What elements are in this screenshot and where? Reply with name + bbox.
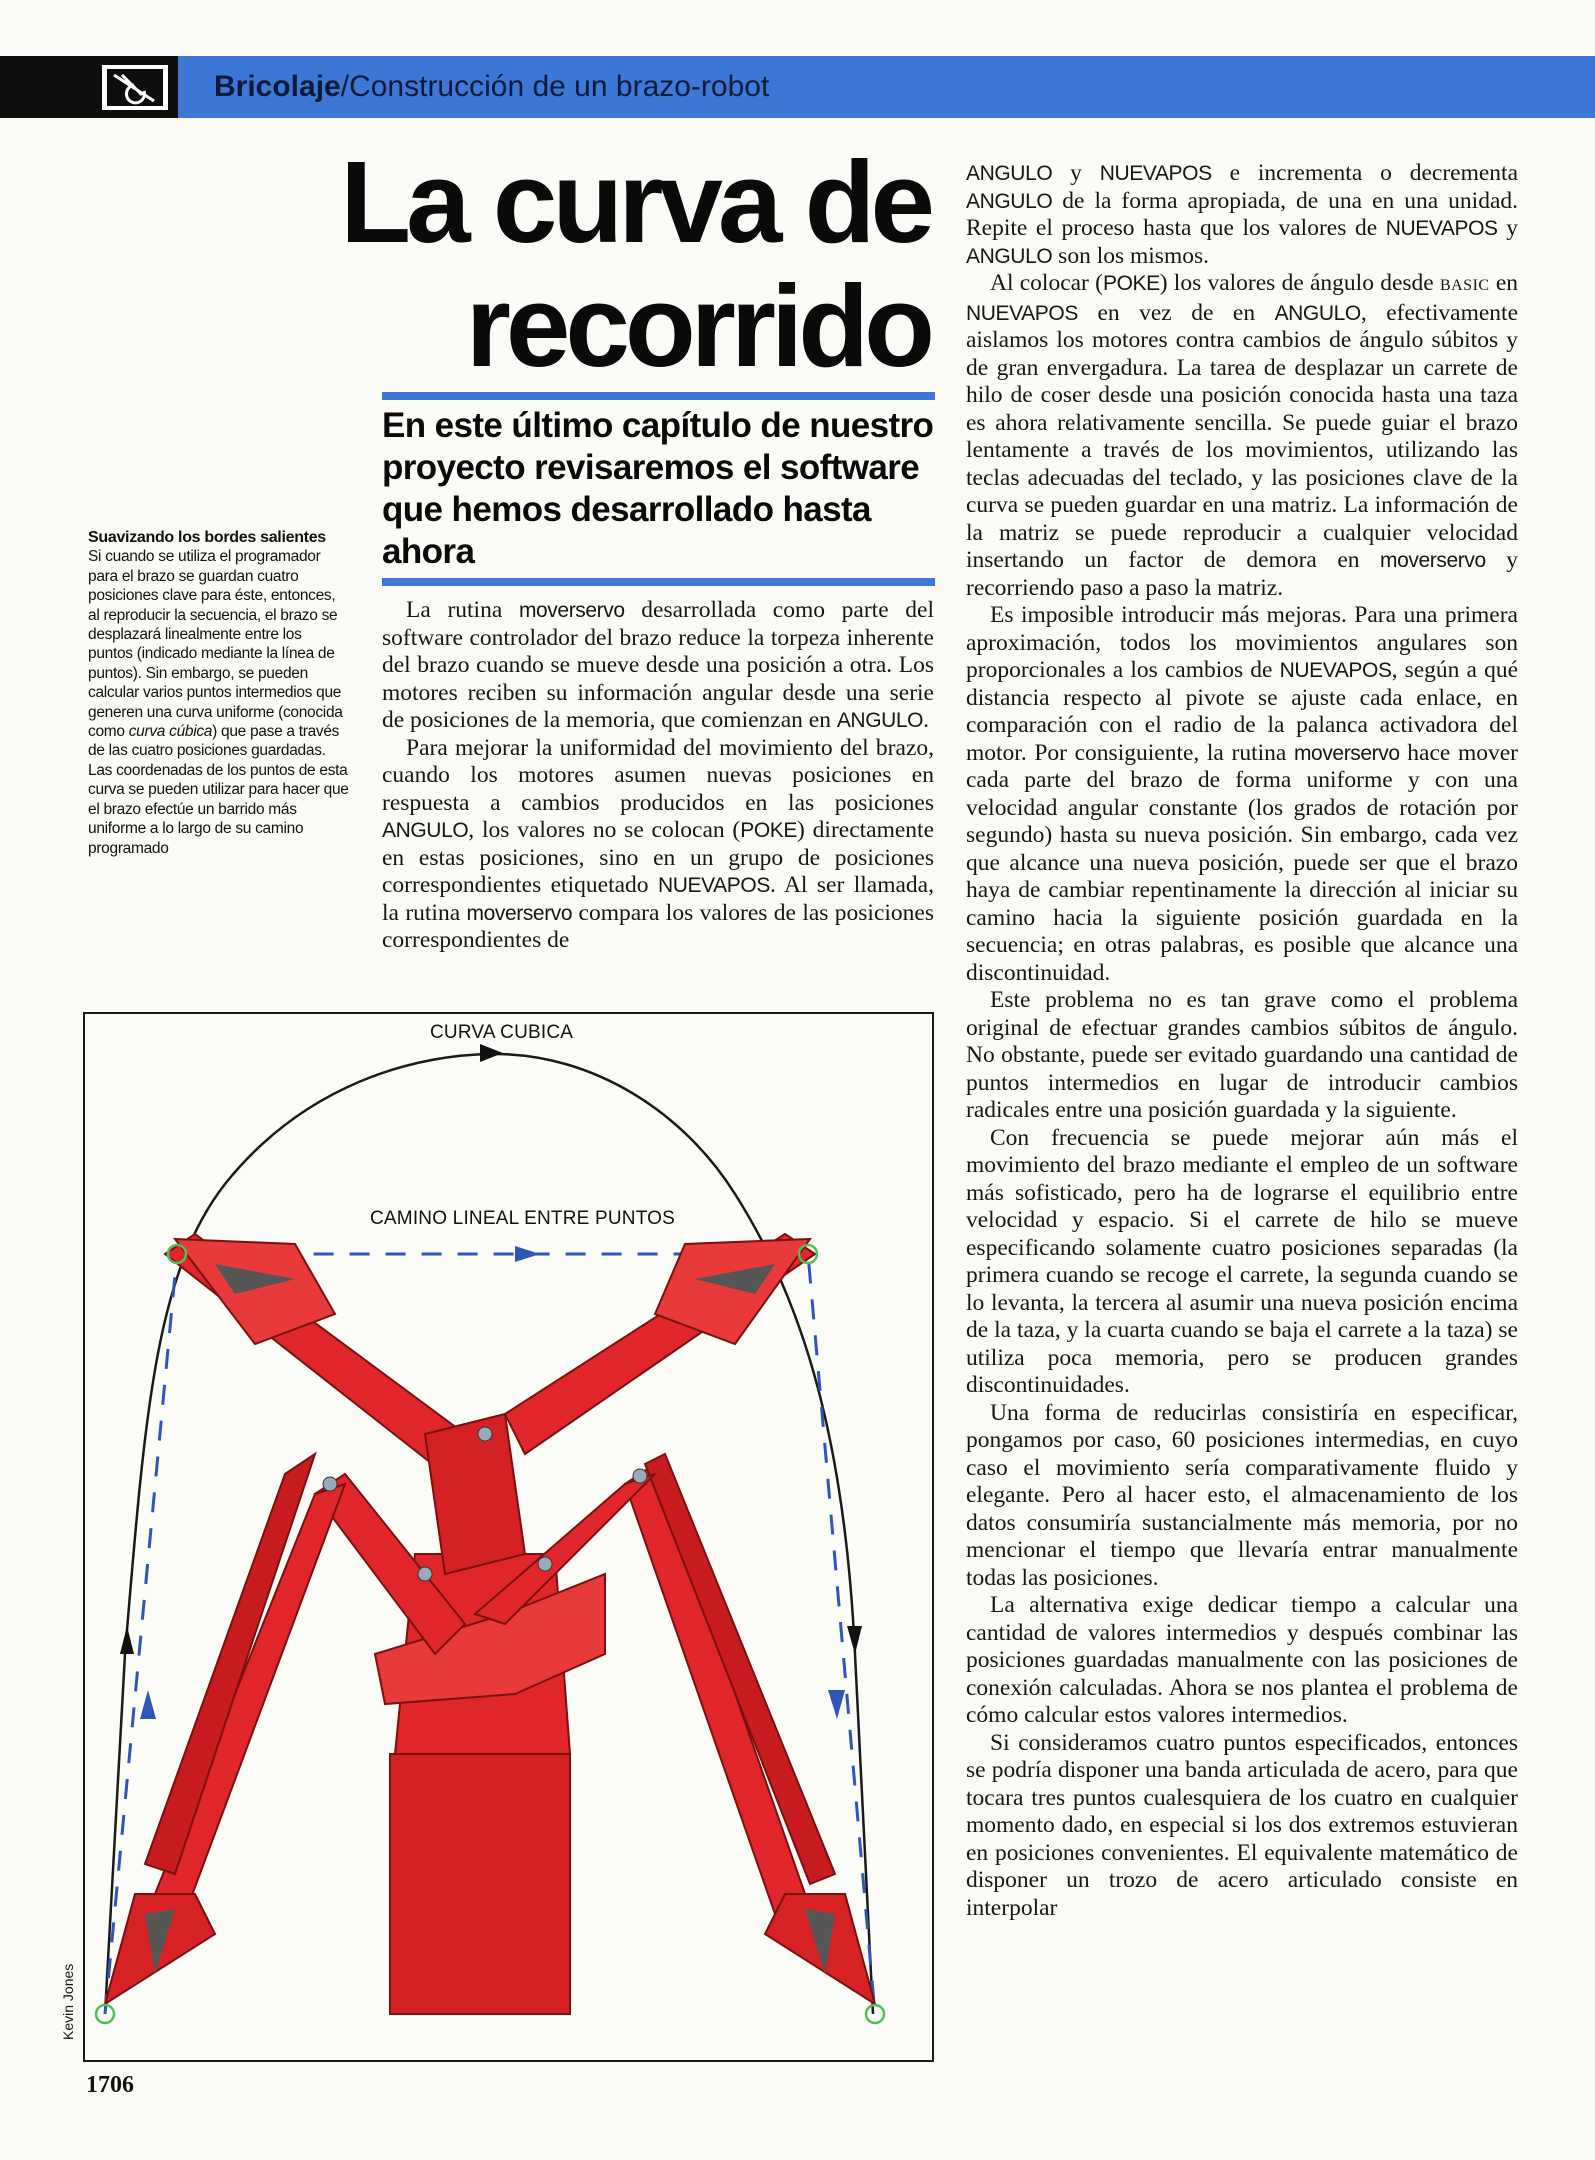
label-camino-lineal: CAMINO LINEAL ENTRE PUNTOS <box>370 1208 676 1229</box>
sidebar-text <box>88 547 350 858</box>
sidebar-text-part-1: Si cuando se utiliza el programador para el brazo se guardan cuatro posiciones clave para éste, entonces, al reproducir la secuencia, el brazo se desplazará linealmente entre los puntos (indicado mediante la línea de puntos). Sin embargo, se pueden calcular varios puntos intermedios que generen una curva uniforme (conocida como <box>88 548 343 741</box>
body-column-right <box>966 160 1518 1922</box>
right-lower-link <box>625 1464 805 1914</box>
section-logo-icon <box>100 63 170 112</box>
paragraph: Al colocar (POKE) los valores de ángulo desde BASIC en NUEVAPOS en vez de en ANGULO, efectivamente aislamos los motores contra cambios de ángulo súbitos y de gran envergadura. La tarea de desplazar un carrete de hilo de coser desde una posición conocida hasta una taza es ahora relativamente sencilla. Se puede guiar el brazo lentamente a través de los movimientos, utilizando las teclas adecuadas del teclado, y las posiciones clave de la curva se pueden guardar en una matriz. La información de la matriz se puede reproducir a cualquier velocidad insertando un factor de demora en moverservo y recorriendo paso a paso la matriz. <box>966 270 1519 601</box>
paragraph: Si consideramos cuatro puntos especificados, entonces se podría disponer una banda articulada de acero, para que tocara tres puntos cualesquiera de los cuatro en cualquier momento dado, en especial si los dos extremos estuvieran en posiciones convenientes. El equivalente matemático de disponer un trozo de acero articulado consiste en interpolar <box>966 1729 1518 1921</box>
paragraph: La rutina moverservo desarrollada como parte del software controlador del brazo reduce la torpeza inherente del brazo cuando se mueve desde una posición a otra. Los motores reciben su información angular desde una serie de posiciones de la memoria, que comienzan en ANGULO. <box>382 597 934 733</box>
key-point <box>866 2005 884 2023</box>
curve-arrow-left <box>120 1626 134 1654</box>
headline-line-2: recorrido <box>465 261 930 391</box>
sidebar-caption <box>88 528 350 858</box>
header-title <box>214 64 769 110</box>
linear-arrow-left <box>140 1690 156 1719</box>
headline <box>330 137 930 391</box>
rule-bottom <box>382 578 935 586</box>
pivot-bolt <box>633 1469 647 1483</box>
paragraph: Este problema no es tan grave como el problema original de efectuar grandes cambios súbitos de ángulo. No obstante, puede ser evitado guardando una cantidad de puntos intermedios en lugar de introducir cambios radicales entre una posición guardada y la siguiente. <box>966 987 1518 1123</box>
pivot-bolt <box>323 1477 337 1491</box>
pivot-bolt <box>478 1427 492 1441</box>
section-subtitle: /Construcción de un brazo-robot <box>340 70 770 103</box>
paragraph: Para mejorar la uniformidad del movimiento del brazo, cuando los motores asumen nuevas posiciones en respuesta a cambios producidos en las posiciones ANGULO, los valores no se colocan (POKE) directamente en estas posiciones, sino en un grupo de posiciones correspondientes etiquetado NUEVAPOS. Al ser llamada, la rutina moverservo compara los valores de las posiciones correspondientes de <box>382 734 935 953</box>
left-lower-link-back <box>145 1454 315 1874</box>
label-curva-cubica: CURVA CUBICA <box>430 1022 574 1043</box>
robot-arm-figure <box>83 1012 934 2062</box>
pivot-bolt <box>538 1557 552 1571</box>
paragraph: ANGULO y NUEVAPOS e incrementa o decrementa ANGULO de la forma apropiada, de una en una unidad. Repite el proceso hasta que los valores de NUEVAPOS y ANGULO son los mismos. <box>966 160 1519 269</box>
linear-arrow-top <box>515 1246 540 1262</box>
page-number: 1706 <box>86 2072 134 2098</box>
sidebar-title: Suavizando los bordes salientes <box>88 529 326 546</box>
paragraph: Una forma de reducirlas consistiría en especificar, pongamos por caso, 60 posiciones intermedias, en cuyo caso el movimiento sería comparativamente fluido y elegante. Pero al hacer esto, el almacenamiento de los datos consumiría sustancialmente más memoria, por no mencionar el tiempo que llevaría entrar manualmente todas las posiciones. <box>966 1399 1518 1591</box>
paragraph: Con frecuencia se puede mejorar aún más el movimiento del brazo mediante el empleo de un software más sofisticado, pero ha de lograrse el equilibrio entre velocidad y espacio. Si el carrete de hilo se mueve especificando solamente cuatro posiciones separadas (la primera cuando se recoge el carrete, la segunda cuando se lo levanta, la tercera al asumir una nueva posición encima de la taza, y la cuarta cuando se baja el carrete a la taza) se utiliza poca memoria, pero se producen grandes discontinuidades. <box>966 1124 1518 1398</box>
illustration-credit: Kevin Jones <box>60 1963 76 2040</box>
robot-arm-illustration <box>85 1014 932 2060</box>
right-lower-link-back <box>645 1454 835 1884</box>
paragraph: Es imposible introducir más mejoras. Para una primera aproximación, todos los movimientos angulares son proporcionales a los cambios de NUEVAPOS, según a qué distancia respecto al pivote se ajuste cada enlace, en comparación con el radio de la palanca activadora del motor. Por consiguiente, la rutina moverservo hace mover cada parte del brazo de forma uniforme y con una velocidad angular constante (los grados de rotación por segundo) hasta su nueva posición. Sin embargo, cada vez que alcance una nueva posición, puede ser que el brazo haya de cambiar repentinamente la dirección al iniciar su camino hacia la siguiente posición guardada en la secuencia; en otras palabras, es posible que alcance una discontinuidad. <box>966 602 1519 986</box>
sidebar-text-italic: curva cúbica <box>128 723 213 741</box>
headline-line-1: La curva de <box>340 137 930 267</box>
upper-center-link <box>425 1414 525 1574</box>
rule-top <box>382 392 935 400</box>
section-name: Bricolaje <box>214 70 341 103</box>
arm-base <box>390 1754 570 2014</box>
pivot-bolt <box>418 1567 432 1581</box>
sidebar-text-part-2: ) que pase a través de las cuatro posiciones guardadas. Las coordenadas de los puntos de esta curva se pueden utilizar para hacer que el brazo efectúe un barrido más uniforme a lo largo de su camino programado <box>88 723 349 857</box>
body-column-middle <box>382 597 934 955</box>
curve-arrow-right <box>847 1626 862 1654</box>
paragraph: La alternativa exige dedicar tiempo a calcular una cantidad de valores intermedios y después combinar las posiciones guardadas manualmente con las posiciones de conexión calculadas. Ahora se nos plantea el problema de cómo calcular estos valores intermedios. <box>966 1592 1518 1728</box>
standfirst: En este último capítulo de nuestro proyecto revisaremos el software que hemos desarrollado hasta ahora <box>382 406 934 571</box>
linear-arrow-right <box>828 1690 845 1719</box>
curve-arrow-top <box>480 1044 503 1062</box>
